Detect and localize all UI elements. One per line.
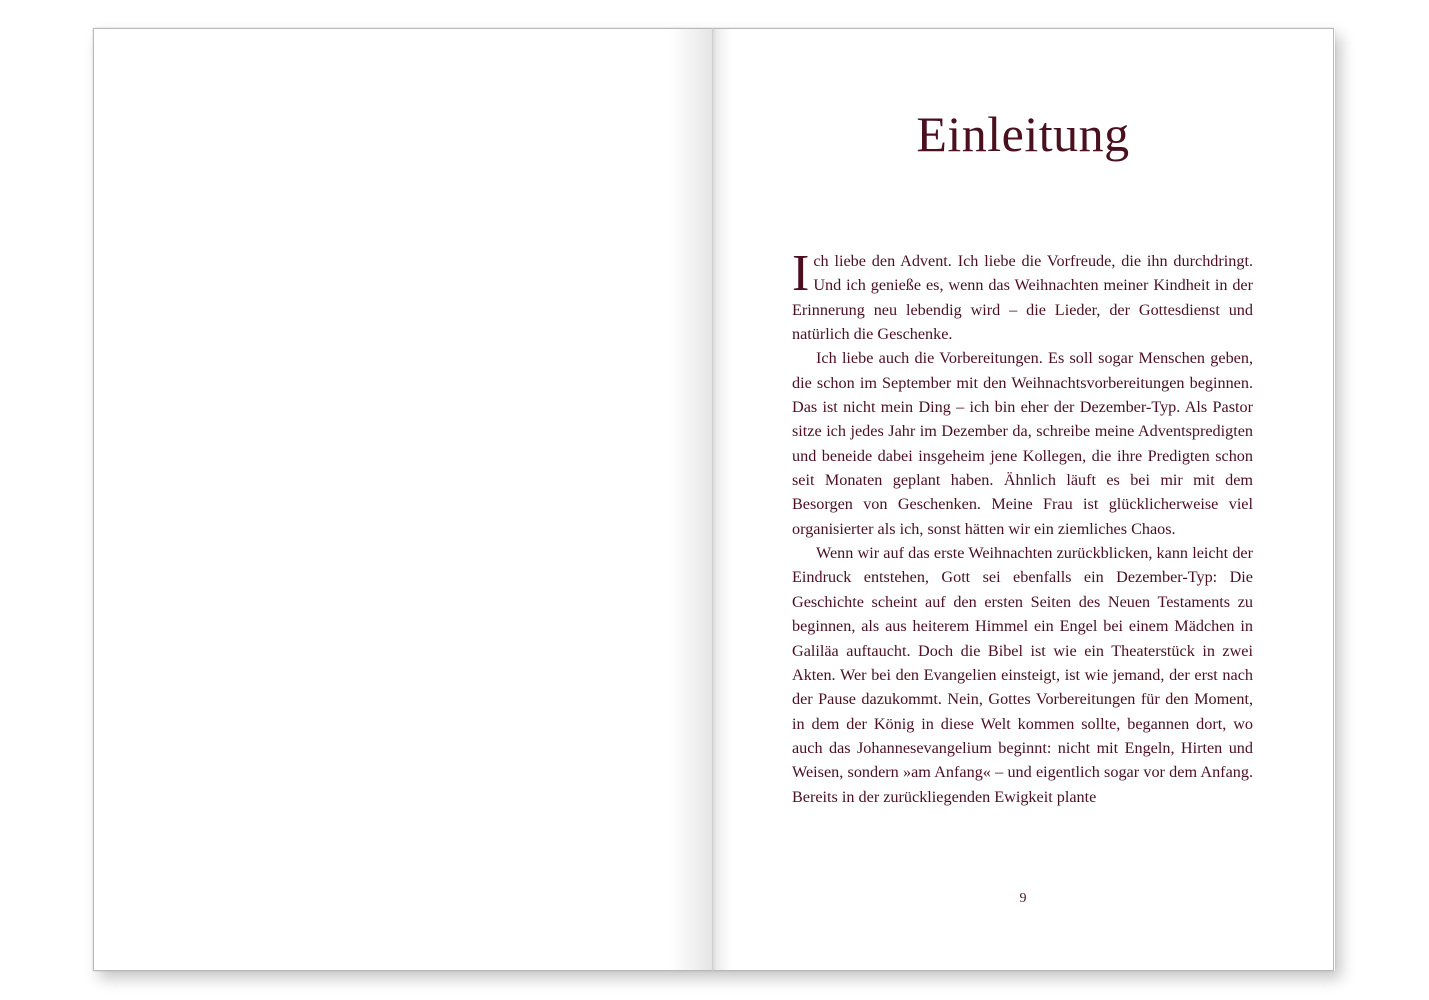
chapter-title: Einleitung <box>916 106 1130 162</box>
paragraph-1-text: ch liebe den Advent. Ich liebe die Vorfreude, die ihn durchdringt. Und ich genieße es, wenn das Weihnachten meiner Kindheit in der Erinnerung neu lebendig wird – die Lieder, der Gottesdienst und natürlich die Geschenke. <box>792 252 1253 344</box>
right-page <box>713 28 1334 971</box>
paragraph-3: Wenn wir auf das erste Weihnachten zurückblicken, kann leicht der Eindruck entstehen, Gott sei ebenfalls ein Dezember-Typ: Die Geschichte scheint auf den ersten Seiten des Neuen Testaments zu beginnen, als aus heiterem Himmel ein Engel bei einem Mädchen in Galiläa auftaucht. Doch die Bibel ist wie ein Theaterstück in zwei Akten. Wer bei den Evangelien einsteigt, ist wie jemand, der erst nach der Pause dazukommt. Nein, Gottes Vorbereitungen für den Moment, in dem der König in diese Welt kommen sollte, begannen dort, wo auch das Johannesevangelium beginnt: nicht mit Engeln, Hirten und Weisen, sondern »am Anfang« – und eigentlich sogar vor dem Anfang. Bereits in der zurückliegenden Ewigkeit plante <box>792 544 1253 806</box>
drop-cap: I <box>792 245 810 302</box>
left-page <box>93 28 713 971</box>
paragraph-1 <box>792 245 1253 346</box>
paragraph-2: Ich liebe auch die Vorbereitungen. Es soll sogar Menschen geben, die schon im September mit den Weihnachtsvorbereitungen beginnen. Das ist nicht mein Ding – ich bin eher der Dezember-Typ. Als Pastor sitze ich jedes Jahr im Dezember da, schreibe meine Adventspredigten und beneide dabei insgeheim jene Kollegen, die ihre Predigten schon seit Monaten geplant haben. Ähnlich läuft es bei mir mit dem Besorgen von Geschenken. Meine Frau ist glücklicherweise viel organisierter als ich, sonst hätten wir ein ziemliches Chaos. <box>792 349 1253 538</box>
body-text <box>792 245 1253 809</box>
book-spread <box>93 28 1335 971</box>
page-number: 9 <box>1019 891 1027 906</box>
